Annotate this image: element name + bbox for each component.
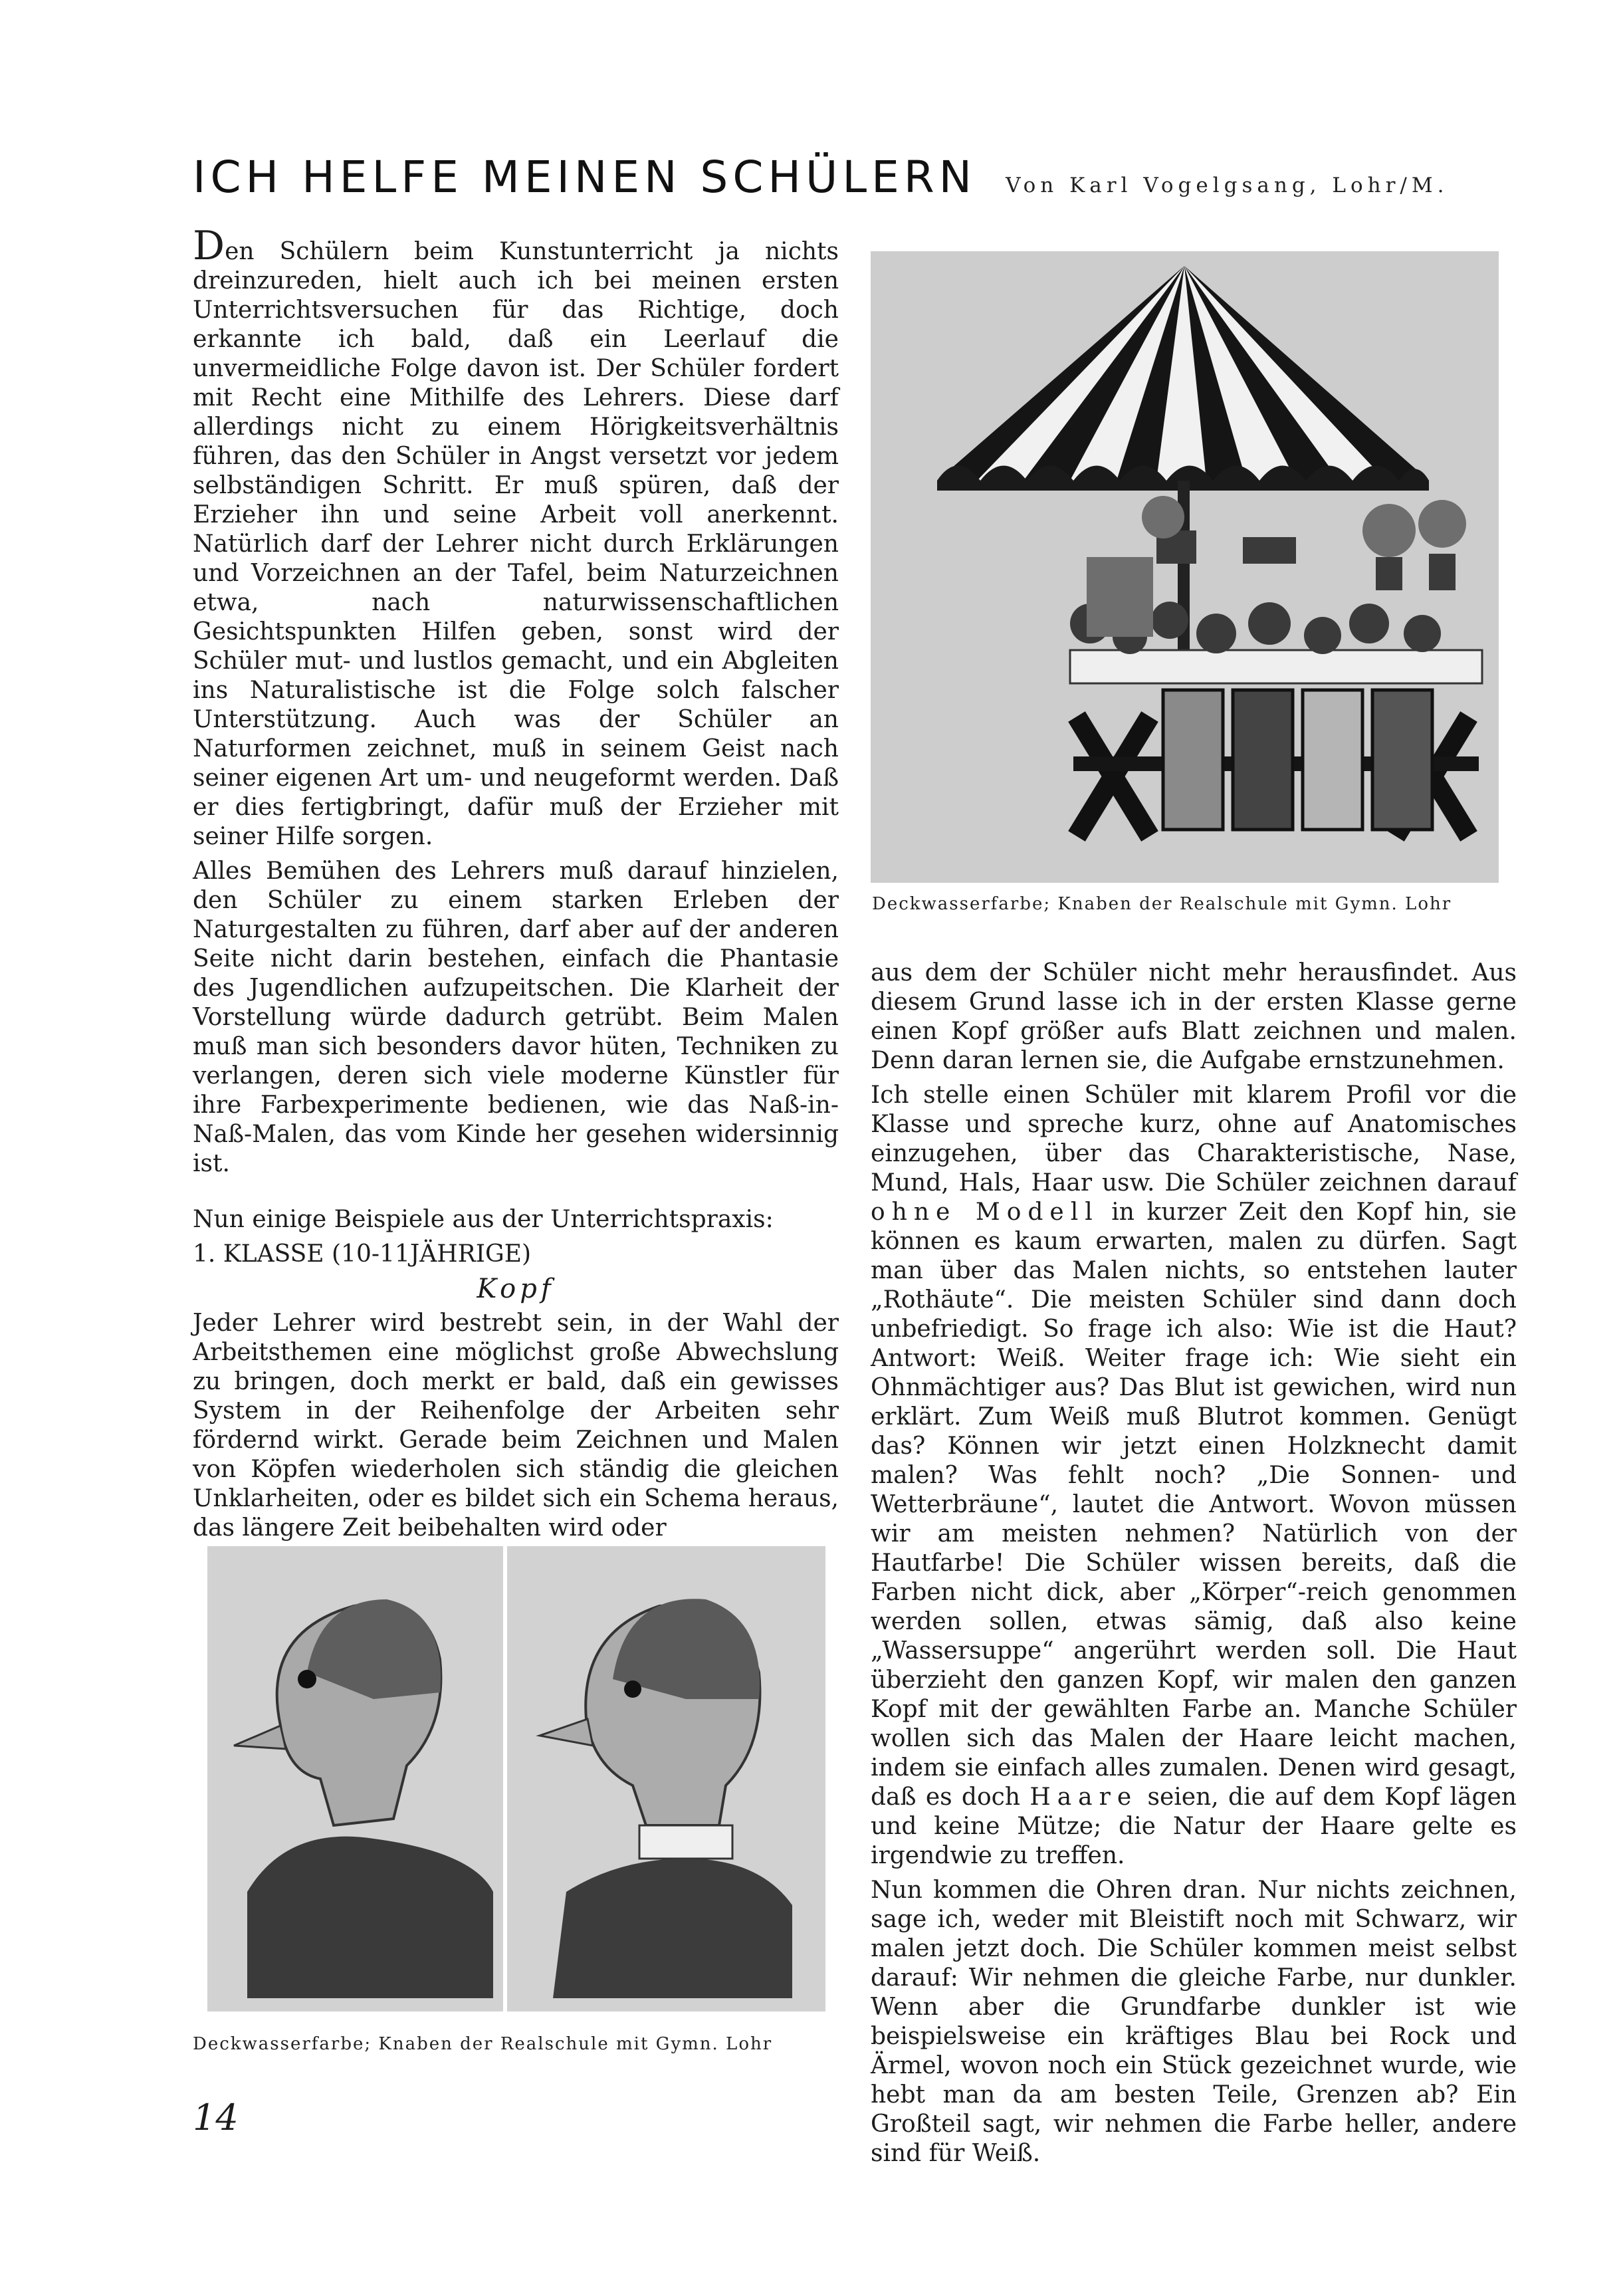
emphasis: ohne Modell: [871, 1199, 1099, 1226]
left-column: [193, 223, 839, 1548]
drop-cap: D: [193, 223, 225, 269]
heads-painting: [207, 1546, 825, 2011]
market-painting: [871, 251, 1499, 883]
paragraph: Ich stelle einen Schüler mit klarem Profil vor die Klasse und spreche kurz, ohne auf Anatomisches einzugehen, über das Charakteristische, Nase, Mund, Hals, Haar usw. Die Schüler zeichnen darauf ohne Modell in kurzer Zeit den Kopf hin, sie können es kaum erwarten, malen zu dürfen. Sagt man über das Malen nichts, so entstehen lauter „Rothäute“. Die meisten Schüler sind dann doch unbefriedigt. So frage ich also: Wie ist die Haut? Antwort: Weiß. Weiter frage ich: Wie sieht ein Ohnmächtiger aus? Das Blut ist gewichen, wird nun erklärt. Zum Weiß muß Blutrot kommen. Genügt das? Können wir jetzt einen Holzknecht damit malen? Was fehlt noch? „Die Sonnen- und Wetterbräune“, lautet die Antwort. Wovon müssen wir am meisten nehmen? Natürlich von der Hautfarbe! Die Schüler wissen bereits, daß die Farben nicht dick, aber „Körper“-reich genommen werden sollen, etwas sämig, daß also keine „Wassersuppe“ angerührt werden soll. Die Haut überzieht den ganzen Kopf, wir malen den ganzen Kopf mit der gewählten Farbe an. Manche Schüler wollen sich das Malen der Haare leicht machen, indem sie einfach alles zumalen. Denen wird gesagt, daß es doch Haare seien, die auf dem Kopf lägen und keine Mütze; die Natur der Haare gelte es irgendwie zu treffen.: [871, 1082, 1517, 1869]
article-title: ICH HELFE MEINEN SCHÜLERN: [193, 152, 977, 203]
paragraph: Alles Bemühen des Lehrers muß darauf hinzielen, den Schüler zu einem starken Erleben der Naturgestalten zu führen, darf aber auf der anderen Seite nicht darin bestehen, einfach die Phantasie des Jugendlichen aufzupeitschen. Die Klarheit der Vorstellung würde dadurch getrübt. Beim Malen muß man sich besonders davor hüten, Techniken zu verlangen, deren sich viele moderne Künstler für ihre Farbexperimente bedienen, wie das Naß-in-Naß-Malen, das vom Kinde her gesehen widersinnig ist.: [193, 858, 839, 1177]
paragraph: Nun kommen die Ohren dran. Nur nichts zeichnen, sage ich, weder mit Bleistift noch mit Schwarz, wir malen jetzt doch. Die Schüler kommen meist selbst darauf: Wir nehmen die gleiche Farbe, nur dunkler. Wenn aber die Grundfarbe dunkler ist wie beispielsweise ein kräftiges Blau bei Rock und Ärmel, wovon noch ein Stück gezeichnet wurde, wie hebt man da am besten Teile, Grenzen ab? Ein Großteil sagt, wir nehmen die Farbe heller, andere sind für Weiß.: [871, 1877, 1517, 2167]
paragraph: aus dem der Schüler nicht mehr herausfindet. Aus diesem Grund lasse ich in der ersten Klasse gerne einen Kopf größer aufs Blatt zeichnen und malen. Denn daran lernen sie, die Aufgabe ernstzunehmen.: [871, 959, 1517, 1074]
emphasis: Haare: [1029, 1783, 1138, 1811]
market-caption: Deckwasserfarbe; Knaben der Realschule mit Gymn. Lohr: [872, 894, 1452, 914]
page-number: 14: [193, 2097, 239, 2138]
heads-caption: Deckwasserfarbe; Knaben der Realschule mit Gymn. Lohr: [193, 2034, 773, 2054]
paragraph: Jeder Lehrer wird bestrebt sein, in der Wahl der Arbeitsthemen eine möglichst große Abwechslung zu bringen, doch merkt er bald, daß ein gewisses System in der Reihenfolge der Arbeiten sehr fördernd wirkt. Gerade beim Zeichnen und Malen von Köpfen wiederholen sich ständig die gleichen Unklarheiten, oder es bildet sich ein Schema heraus, das längere Zeit beibehalten wird oder: [193, 1310, 839, 1542]
paragraph: Den Schülern beim Kunstunterricht ja nichts dreinzureden, hielt auch ich bei meinen ersten Unterrichtsversuchen für das Richtige, doch erkannte ich bald, daß ein Leerlauf die unvermeidliche Folge davon ist. Der Schüler fordert mit Recht eine Mithilfe des Lehrers. Diese darf allerdings nicht zu einem Hörigkeitsverhältnis führen, das den Schüler in Angst versetzt vor jedem selbständigen Schritt. Er muß spüren, daß der Erzieher ihn und seine Arbeit voll anerkennt. Natürlich darf der Lehrer nicht durch Erklärungen und Vorzeichnen an der Tafel, beim Naturzeichnen etwa, nach naturwissenschaftlichen Gesichtspunkten Hilfen geben, sonst wird der Schüler mut- und lustlos gemacht, und ein Abgleiten ins Naturalistische ist die Folge solch falscher Unterstützung. Auch was der Schüler an Naturformen zeichnet, muß in seinem Geist nach seiner eigenen Art um- und neugeformt werden. Daß er dies fertigbringt, dafür muß der Erzieher mit seiner Hilfe sorgen.: [193, 223, 839, 850]
headline: [193, 152, 1522, 211]
right-column: [871, 959, 1517, 2174]
paragraph: Nun einige Beispiele aus der Unterrichtspraxis:: [193, 1206, 774, 1233]
section-heading: 1. KLASSE (10-11JÄHRIGE): [193, 1240, 532, 1268]
article-author: Von Karl Vogelgsang, Lohr/M.: [1006, 173, 1449, 197]
subheading: Kopf: [477, 1274, 555, 1304]
